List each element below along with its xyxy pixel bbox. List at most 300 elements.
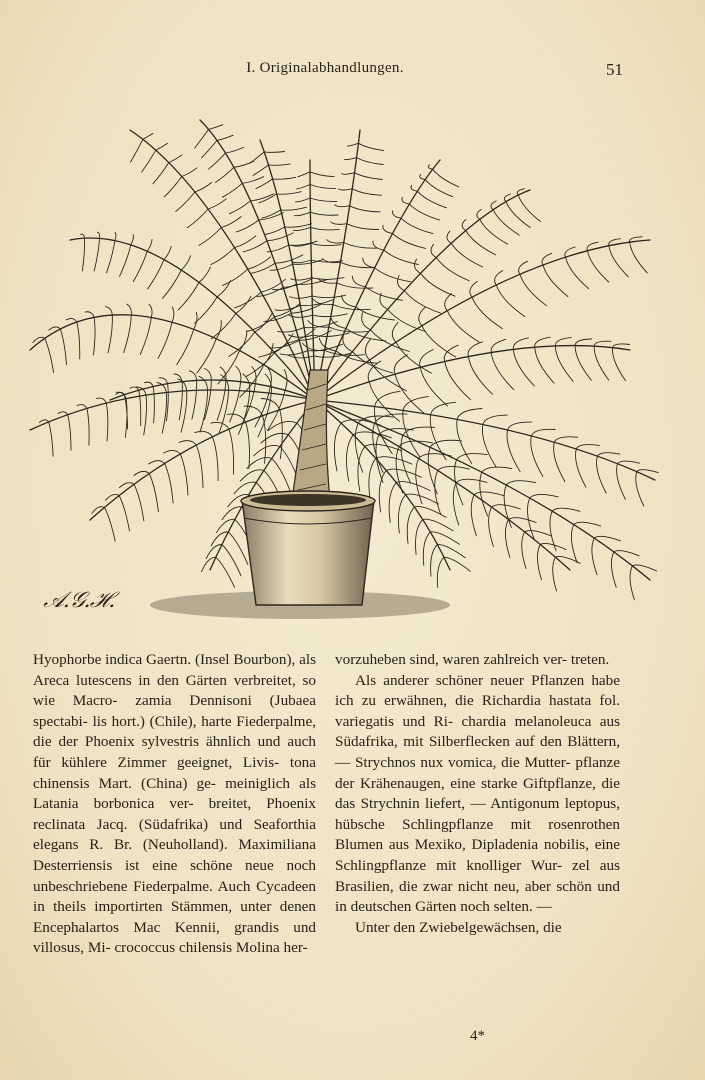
palm-leaflet	[398, 495, 405, 533]
palm-leaflet	[348, 143, 359, 146]
palm-leaflet	[194, 312, 197, 329]
palm-leaflet	[365, 339, 370, 360]
palm-leaflet	[290, 296, 312, 298]
palm-leaflet	[246, 422, 250, 469]
palm-leaflet	[437, 557, 444, 587]
palm-leaflet	[335, 205, 350, 207]
palm-leaflet	[153, 163, 169, 184]
palm-leaflet	[149, 304, 152, 317]
text-line: meiniglich als Latania borbonica ver-	[33, 774, 316, 813]
palm-leaflet	[528, 498, 535, 539]
palm-leaflet	[143, 133, 153, 139]
palm-leaflet	[334, 423, 341, 471]
palm-leaflet	[195, 431, 213, 436]
palm-leaflet	[415, 519, 422, 554]
palm-leaflet	[297, 185, 311, 189]
palm-leaflet	[333, 305, 370, 310]
palm-leaflet	[613, 344, 630, 348]
palm-leaflet	[255, 314, 272, 332]
palm-leaflet	[362, 313, 371, 330]
text-line: eine Schlingpflanze mit knolliger Wur-	[335, 836, 621, 874]
palm-leaflet	[331, 316, 346, 328]
palm-leaflet	[384, 250, 419, 265]
palm-leaflet	[468, 357, 492, 395]
palm-leaflet	[312, 295, 346, 297]
text-line: mit Silberflecken auf den Blättern, —	[335, 733, 621, 771]
palm-leaflet	[280, 410, 283, 459]
palm-leaflet	[238, 391, 249, 434]
palm-leaflet	[310, 185, 335, 189]
palm-leaflet	[145, 382, 154, 386]
palm-leaflet	[294, 212, 310, 216]
palm-leaflet	[169, 155, 182, 163]
palm-leaflet	[253, 165, 269, 176]
palm-leaflet	[268, 368, 272, 387]
palm-leaflet	[553, 557, 557, 591]
palm-leaflet	[163, 270, 182, 298]
palm-leaflet	[420, 175, 426, 180]
palm-leaflet	[612, 348, 625, 381]
palm-leaflet	[292, 260, 312, 263]
palm-leaflet	[289, 241, 317, 245]
palm-leaflet	[554, 437, 578, 442]
palm-leaflet	[609, 246, 628, 277]
palm-leaflet	[431, 244, 436, 257]
palm-leaflet	[411, 185, 417, 191]
palm-leaflet	[574, 522, 601, 526]
palm-leaflet	[205, 380, 212, 420]
palm-leaflet	[105, 307, 112, 315]
palm-leaflet	[403, 427, 435, 435]
palm-leaflet	[482, 467, 512, 472]
palm-leaflet	[211, 422, 229, 429]
palm-leaflet	[520, 274, 547, 306]
palm-leaflet	[482, 425, 496, 468]
palm-leaflet	[472, 297, 502, 329]
text-line: Schlingpflanze mit rosenrothen Blumen	[335, 815, 620, 854]
palm-leaflet	[311, 227, 340, 230]
palm-leaflet	[270, 264, 293, 270]
palm-leaflet	[195, 129, 209, 148]
palm-leaflet	[345, 158, 357, 160]
palm-leaflet	[388, 309, 426, 331]
palm-leaflet	[211, 248, 235, 265]
palm-leaflet	[261, 433, 289, 443]
running-head: I. Originalabhandlungen.	[246, 60, 404, 76]
palm-leaflet	[94, 238, 99, 271]
palm-leaflet	[164, 450, 181, 453]
palm-leaflet	[192, 380, 197, 419]
palm-leaflet	[363, 258, 375, 268]
palm-leaflet	[451, 243, 482, 267]
palm-leaflet	[480, 472, 488, 516]
palm-trunk	[292, 370, 330, 500]
palm-leaflet	[226, 147, 244, 153]
palm-leaflet	[147, 240, 152, 252]
palm-leaflet	[496, 285, 524, 317]
palm-leaflet	[172, 307, 174, 322]
palm-leaflet	[430, 440, 461, 447]
palm-leaflet	[180, 454, 188, 495]
palm-leaflet	[234, 161, 254, 167]
palm-leaflet	[68, 415, 71, 451]
palm-leaflet	[250, 263, 275, 273]
text-line: unter denen Encephalartos Mac	[33, 898, 316, 936]
palm-leaflet	[555, 338, 571, 346]
palm-leaflet	[165, 463, 174, 503]
palm-leaflet	[222, 545, 241, 576]
palm-leaflet	[423, 532, 430, 565]
text-line: aus Mexiko, Dipladenia nobilis,	[388, 836, 589, 854]
palm-leaflet	[189, 371, 196, 381]
text-line: Als anderer schöner neuer Pflanzen	[355, 671, 585, 689]
palm-leaflet	[298, 172, 310, 177]
palm-leaflet	[285, 224, 312, 228]
palm-leaflet	[421, 273, 456, 296]
palm-leaflet	[471, 495, 476, 536]
palm-leaflet	[353, 432, 391, 438]
palm-leaflet	[576, 449, 586, 487]
palm-leaflet	[543, 265, 568, 297]
palm-leaflet	[555, 346, 573, 381]
text-line: der Phoenix sylvestris ähnlich und auch	[58, 733, 317, 751]
palm-leaflet	[576, 445, 599, 449]
palm-leaflet	[375, 391, 401, 406]
text-line: chardia melanoleuca aus Südafrika,	[335, 712, 621, 751]
palm-leaflet	[148, 260, 164, 289]
palm-leaflet	[273, 177, 296, 179]
palm-leaflet	[202, 140, 217, 157]
palm-leaflet	[208, 199, 226, 209]
palm-leaflet	[535, 347, 554, 383]
palm-illustration	[10, 100, 670, 635]
palm-leaflet	[373, 241, 384, 250]
palm-leaflet	[342, 173, 355, 175]
palm-leaflet	[291, 278, 312, 280]
palm-leaflet	[236, 296, 251, 313]
palm-leaflet	[331, 222, 347, 225]
palm-leaflet	[181, 256, 190, 270]
palm-leaflet	[229, 332, 255, 357]
palm-leaflet	[228, 532, 248, 565]
palm-leaflet	[530, 494, 559, 498]
palm-leaflet	[85, 312, 94, 318]
palm-leaflet	[375, 414, 408, 423]
palm-leaflet	[142, 150, 156, 172]
palm-leaflet	[134, 484, 144, 521]
palm-leaflet	[430, 532, 459, 545]
palm-leaflet	[115, 232, 116, 240]
palm-leaflet	[522, 532, 526, 569]
palm-leaflet	[422, 326, 456, 357]
palm-leaflet	[493, 210, 519, 235]
palm-frond	[130, 130, 315, 400]
palm-leaflet	[506, 481, 535, 485]
palm-leaflet	[474, 492, 504, 496]
palm-leaflet	[236, 366, 241, 381]
palm-leaflet	[466, 231, 496, 255]
palm-leaflet	[164, 247, 171, 260]
palm-leaflet	[513, 349, 534, 386]
palm-leaflet	[435, 470, 441, 514]
palm-leaflet	[370, 330, 409, 352]
palm-leaflet	[177, 329, 194, 364]
palm-leaflet	[611, 552, 616, 588]
palm-leaflet	[131, 139, 143, 162]
palm-leaflet	[357, 158, 384, 165]
palm-leaflet	[489, 507, 494, 546]
palm-leaflet	[199, 228, 221, 246]
palm-leaflet	[267, 233, 293, 241]
palm-leaflet	[179, 441, 196, 445]
text-column-left	[33, 650, 316, 959]
palm-leaflet	[445, 362, 471, 400]
palm-leaflet	[537, 545, 541, 580]
palm-leaflet	[205, 369, 212, 381]
palm-leaflet	[369, 382, 399, 422]
palm-leaflet	[597, 456, 607, 493]
text-line: Giftpflanze, die das Strychnin liefert, —	[335, 774, 620, 813]
palm-leaflet	[124, 315, 132, 353]
palm-leaflet	[350, 206, 381, 212]
palm-leaflet	[398, 275, 405, 290]
palm-leaflet	[229, 429, 234, 474]
palm-leaflet	[630, 242, 648, 273]
palm-leaflet	[195, 297, 218, 323]
palm-leaflet	[178, 282, 199, 309]
palm-frond	[315, 400, 655, 480]
palm-leaflet	[477, 209, 481, 219]
palm-leaflet	[376, 457, 412, 464]
palm-leaflet	[310, 212, 338, 215]
palm-leaflet	[149, 474, 158, 512]
engraver-signature: 𝒜.𝒢.ℋ.	[41, 588, 118, 613]
palm-frond	[310, 160, 315, 400]
palm-leaflet	[592, 538, 597, 575]
palm-leaflet	[229, 201, 250, 214]
palm-engraving	[10, 100, 670, 635]
palm-leaflet	[94, 317, 96, 355]
palm-leaflet	[310, 172, 334, 177]
text-line: Hyophorbe indica Gaertn. (Insel	[33, 651, 230, 668]
text-line: Kennii, grandis und villosus, Mi-	[33, 918, 317, 957]
palm-leaflet	[431, 545, 438, 577]
palm-leaflet	[156, 143, 168, 150]
palm-leaflet	[347, 224, 379, 230]
palm-leaflet	[264, 152, 284, 153]
text-line: (Südafrika) und Seaforthia elegans	[33, 815, 317, 854]
palm-leaflet	[242, 177, 264, 184]
palm-leaflet	[288, 355, 314, 358]
printer-signature-mark: 4*	[470, 1028, 485, 1044]
palm-leaflet	[409, 204, 439, 220]
palm-leaflet	[296, 198, 311, 202]
palm-leaflet	[415, 259, 421, 273]
text-line: Strychnos nux vomica, die Mutter-	[354, 753, 571, 771]
palm-leaflet	[202, 557, 216, 572]
palm-leaflet	[256, 179, 273, 189]
text-line: Bourbon), als Areca lutescens in	[33, 651, 317, 689]
palm-leaflet	[209, 153, 226, 169]
palm-leaflet	[77, 322, 80, 359]
palm-leaflet	[566, 257, 589, 289]
palm-leaflet	[483, 415, 508, 424]
palm-leaflet	[416, 458, 422, 503]
palm-leaflet	[531, 429, 555, 436]
palm-leaflet	[491, 353, 514, 390]
palm-leaflet	[401, 218, 433, 233]
palm-leaflet	[457, 409, 482, 420]
palm-leaflet	[162, 393, 166, 434]
text-line: zel aus Brasilien, die zwar nicht neu,	[335, 856, 620, 895]
palm-leaflet	[342, 295, 356, 307]
palm-leaflet	[235, 236, 256, 248]
flower-pot	[242, 500, 374, 605]
palm-leaflet	[211, 314, 236, 339]
palm-leaflet	[87, 408, 89, 445]
palm-leaflet	[636, 472, 644, 506]
palm-leaflet	[597, 453, 620, 456]
paragraph	[33, 650, 316, 959]
palm-leaflet	[82, 238, 84, 271]
palm-leaflet	[277, 192, 301, 195]
palm-leaflet	[221, 217, 241, 228]
palm-leaflet	[637, 470, 659, 473]
palm-leaflet	[617, 464, 626, 500]
palm-leaflet	[130, 387, 139, 390]
paragraph	[335, 671, 620, 918]
palm-leaflet	[212, 437, 218, 481]
palm-leaflet	[250, 152, 264, 163]
palm-leaflet	[313, 314, 348, 317]
palm-leaflet	[575, 339, 592, 346]
text-line: für kühlere Zimmer geeignet, Livis-	[33, 753, 280, 771]
palm-leaflet	[247, 317, 275, 332]
palm-leaflet	[236, 220, 258, 232]
palm-leaflet	[293, 227, 310, 230]
palm-leaflet	[392, 322, 398, 342]
palm-leaflet	[199, 267, 210, 282]
palm-leaflet	[554, 442, 565, 481]
palm-leaflet	[343, 334, 353, 352]
palm-leaflet	[312, 278, 344, 280]
palm-leaflet	[45, 338, 54, 372]
palm-leaflet	[431, 402, 456, 414]
palm-leaflet	[153, 387, 154, 423]
palm-leaflet	[216, 167, 234, 182]
palm-leaflet	[49, 422, 53, 456]
text-line: aber schön und in deutschen Gärten	[335, 877, 620, 916]
palm-leaflet	[164, 177, 182, 197]
text-line: hastata fol. variegatis und Ri-	[335, 692, 620, 730]
palm-leaflet	[575, 346, 591, 381]
palm-leaflet	[97, 232, 99, 238]
text-line: noch unbeschriebene Fiederpalme. Auch	[33, 856, 317, 895]
palm-leaflet	[447, 231, 451, 243]
palm-leaflet	[540, 543, 566, 549]
palm-leaflet	[107, 241, 115, 273]
palm-leaflet	[352, 276, 365, 287]
palm-leaflet	[140, 318, 151, 355]
text-line: den Gärten verbreitet, so wie Macro-	[33, 671, 317, 710]
pot-soil	[250, 494, 366, 506]
palm-leaflet	[352, 189, 381, 195]
text-line: tona chinensis Mart. (China) ge-	[33, 753, 316, 792]
palm-leaflet	[262, 210, 281, 218]
text-line: Desterriensis ist eine schöne neue	[33, 856, 274, 874]
palm-leaflet	[209, 125, 223, 130]
palm-leaflet	[462, 220, 466, 231]
palm-leaflet	[179, 382, 182, 420]
palm-leaflet	[447, 311, 479, 342]
palm-leaflet	[417, 191, 446, 208]
palm-frond	[315, 160, 440, 400]
palm-leaflet	[158, 322, 172, 358]
palm-leaflet	[235, 292, 262, 308]
palm-leaflet	[423, 519, 453, 531]
palm-leaflet	[552, 508, 580, 511]
palm-leaflet	[217, 519, 235, 532]
text-line: Unter den Zwiebelgewächsen, die	[355, 918, 562, 936]
palm-frond	[30, 390, 315, 430]
palm-leaflet	[149, 461, 165, 464]
palm-leaflet	[419, 307, 425, 325]
paragraph	[335, 650, 620, 671]
palm-leaflet	[269, 164, 291, 165]
page-number: 51	[606, 60, 623, 79]
palm-leaflet	[508, 422, 532, 430]
page-header	[0, 60, 705, 84]
text-line: crococcus chilensis Molina her-	[114, 939, 308, 957]
palm-leaflet	[630, 566, 634, 600]
palm-leaflet	[336, 351, 377, 363]
palm-leaflet	[222, 183, 242, 197]
palm-leaflet	[358, 143, 383, 150]
palm-leaflet	[617, 461, 639, 464]
palm-leaflet	[453, 483, 458, 525]
palm-leaflet	[393, 211, 402, 219]
palm-leaflet	[327, 240, 344, 243]
text-line: lis hort.) (Chile), harte Fiederpalme, die	[33, 712, 317, 751]
palm-leaflet	[428, 165, 433, 169]
palm-leaflet	[402, 197, 409, 204]
palm-leaflet	[414, 507, 446, 518]
text-line: treten.	[570, 651, 610, 668]
palm-leaflet	[206, 544, 222, 558]
palm-leaflet	[433, 169, 459, 187]
palm-leaflet	[492, 505, 521, 509]
text-line: noch selten. —	[460, 898, 552, 916]
text-line: Antigonum leptopus, hübsche	[335, 795, 621, 833]
palm-leaflet	[264, 227, 284, 235]
palm-leaflet	[131, 235, 134, 245]
palm-leaflet	[518, 195, 540, 221]
palm-leaflet	[403, 397, 428, 411]
palm-leaflet	[248, 257, 271, 269]
palm-leaflet	[571, 525, 577, 563]
palm-leaflet	[96, 398, 106, 403]
palm-leaflet	[588, 251, 609, 282]
palm-leaflet	[594, 341, 611, 346]
text-column-right	[335, 650, 620, 938]
palm-leaflet	[195, 183, 212, 193]
palm-leaflet	[505, 519, 509, 557]
palm-leaflet	[281, 207, 307, 210]
palm-leaflet	[254, 445, 280, 455]
palm-leaflet	[313, 299, 333, 305]
palm-leaflet	[197, 339, 216, 373]
palm-leaflet	[251, 194, 274, 201]
